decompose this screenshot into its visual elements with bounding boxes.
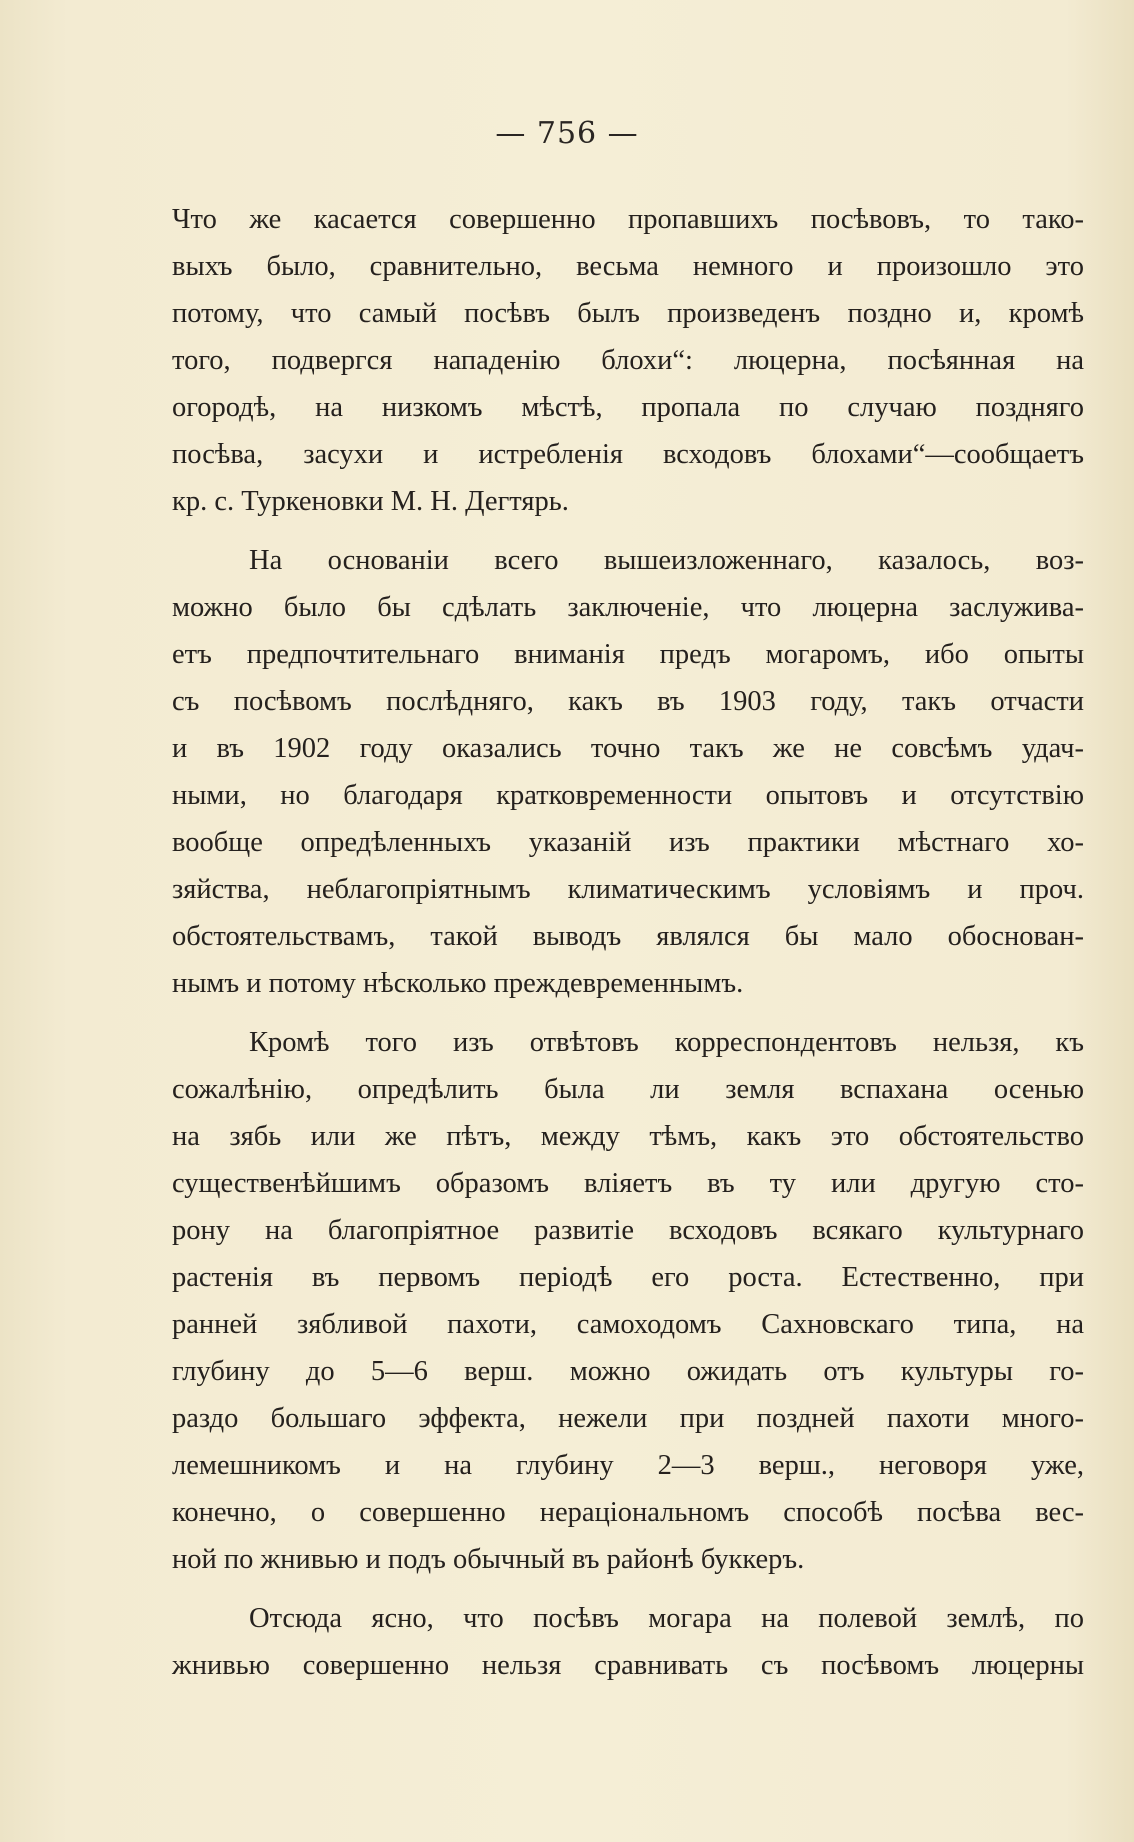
text-line: Кромѣ того изъ отвѣтовъ корреспондентовъ нельзя, къ: [249, 1027, 1084, 1058]
text-line: Отсюда ясно, что посѣвъ могара на полевой землѣ, по: [249, 1603, 1084, 1634]
text-line: кр. с. Туркеновки М. Н. Дегтярь.: [172, 486, 569, 517]
paragraph-1: [172, 196, 1084, 525]
text-line: можно было бы сдѣлать заключеніе, что люцерна заслужива-: [172, 592, 1084, 623]
text-line: нымъ и потому нѣсколько преждевременнымъ.: [172, 968, 744, 999]
text-line: глубину до 5—6 верш. можно ожидать отъ культуры го-: [172, 1356, 1084, 1387]
text-line: зяйства, неблагопріятнымъ климатическимъ условіямъ и проч.: [172, 874, 1084, 905]
paragraph-2: [172, 537, 1084, 1007]
paragraph-4: [172, 1595, 1084, 1689]
paragraph-3: [172, 1019, 1084, 1583]
text-line: посѣва, засухи и истребленія всходовъ блохами“—сообщаетъ: [172, 439, 1084, 470]
text-line: На основаніи всего вышеизложеннаго, казалось, воз-: [249, 545, 1084, 576]
text-line: и въ 1902 году оказались точно такъ же не совсѣмъ удач-: [172, 733, 1084, 764]
text-line: етъ предпочтительнаго вниманія предъ могаромъ, ибо опыты: [172, 639, 1084, 670]
text-line: вообще опредѣленныхъ указаній изъ практики мѣстнаго хо-: [172, 827, 1084, 858]
text-line: выхъ было, сравнительно, весьма немного и произошло это: [172, 251, 1084, 282]
text-line: Что же касается совершенно пропавшихъ посѣвовъ, то тако-: [172, 204, 1084, 235]
text-line: существенѣйшимъ образомъ вліяетъ въ ту или другую сто-: [172, 1168, 1084, 1199]
text-line: съ посѣвомъ послѣдняго, какъ въ 1903 году, такъ отчасти: [172, 686, 1084, 717]
page-number: — 756 —: [495, 116, 639, 151]
text-line: ранней зябливой пахоти, самоходомъ Сахновскаго типа, на: [172, 1309, 1084, 1340]
text-line: сожалѣнію, опредѣлить была ли земля вспахана осенью: [172, 1074, 1084, 1105]
text-line: ными, но благодаря кратковременности опытовъ и отсутствію: [172, 780, 1084, 811]
text-line: жнивью совершенно нельзя сравнивать съ посѣвомъ люцерны: [172, 1650, 1084, 1681]
text-line: рону на благопріятное развитіе всходовъ всякаго культурнаго: [172, 1215, 1084, 1246]
text-line: конечно, о совершенно нераціональномъ способѣ посѣва вес-: [172, 1497, 1084, 1528]
text-line: потому, что самый посѣвъ былъ произведенъ поздно и, кромѣ: [172, 298, 1084, 329]
text-line: растенія въ первомъ періодѣ его роста. Естественно, при: [172, 1262, 1084, 1293]
text-line: того, подвергся нападенію блохи“: люцерна, посѣянная на: [172, 345, 1084, 376]
text-line: на зябь или же пѣтъ, между тѣмъ, какъ это обстоятельство: [172, 1121, 1084, 1152]
text-line: лемешникомъ и на глубину 2—3 верш., неговоря уже,: [172, 1450, 1084, 1481]
text-line: ной по жнивью и подъ обычный въ районѣ буккеръ.: [172, 1544, 805, 1575]
body-text: [172, 196, 1084, 1701]
text-line: обстоятельствамъ, такой выводъ являлся бы мало обоснован-: [172, 921, 1084, 952]
text-line: раздо большаго эффекта, нежели при поздней пахоти много-: [172, 1403, 1084, 1434]
text-line: огородѣ, на низкомъ мѣстѣ, пропала по случаю поздняго: [172, 392, 1084, 423]
